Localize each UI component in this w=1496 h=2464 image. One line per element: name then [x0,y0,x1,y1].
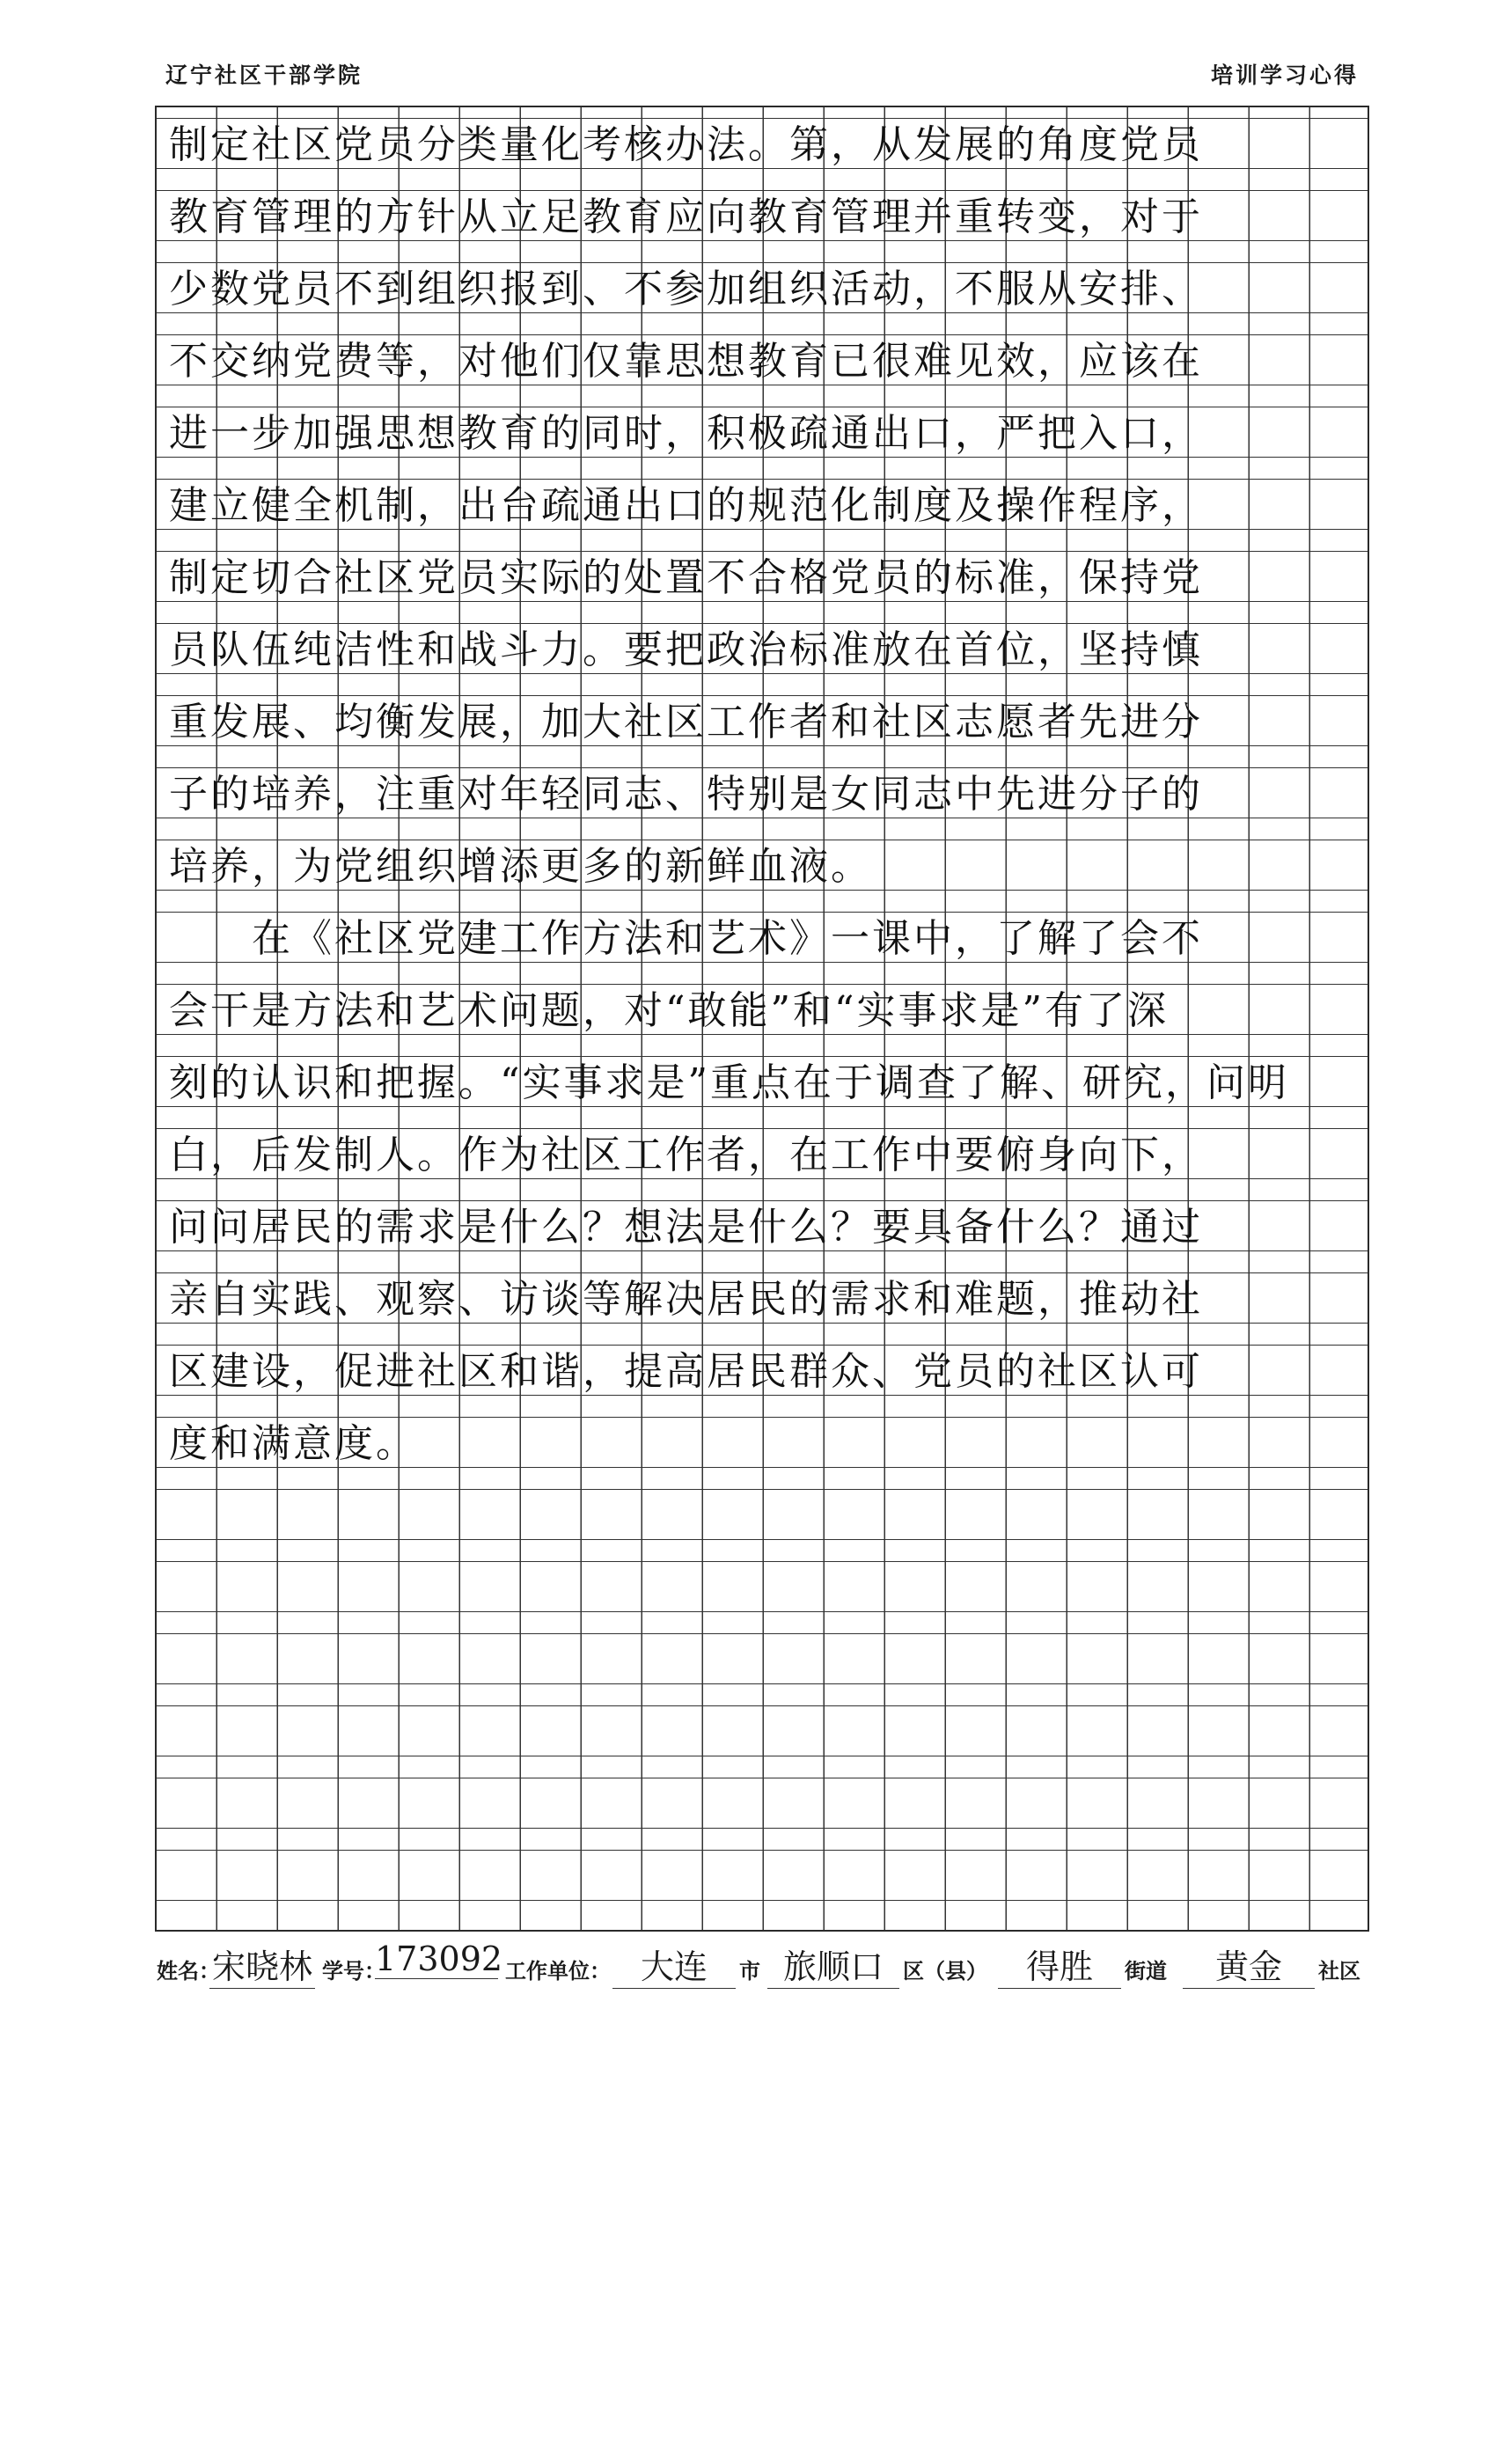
handwritten-line: 亲自实践、观察、访谈等解决居民的需求和难题，推动社 [169,1279,1203,1321]
handwritten-line: 会干是方法和艺术问题，对“敢能”和“实事求是”有了深 [169,990,1169,1032]
writing-row [157,1417,1368,1468]
writing-row [157,695,1368,746]
city-value: 大连 [612,1940,736,1989]
writing-row [157,190,1368,241]
handwritten-line: 度和满意度。 [169,1423,417,1465]
handwritten-line: 少数党员不到组织报到、不参加组织活动，不服从安排、 [169,268,1203,311]
name-label: 姓名： [157,1958,220,1984]
writing-row [157,1561,1368,1612]
work-unit-label: 工作单位： [505,1958,611,1984]
writing-row [157,1200,1368,1251]
street-value: 得胜 [998,1940,1121,1989]
writing-row [157,334,1368,385]
handwritten-line: 问问居民的需求是什么？想法是什么？要具备什么？通过 [169,1206,1203,1249]
writing-row [157,118,1368,169]
writing-row [157,1850,1368,1901]
writing-row [157,912,1368,963]
handwritten-line: 不交纳党费等，对他们仅靠思想教育已很难见效，应该在 [169,341,1203,383]
street-suffix: 街道 [1125,1958,1167,1984]
writing-row [157,551,1368,602]
handwritten-line: 制定社区党员分类量化考核办法。第，从发展的角度党员 [169,124,1203,166]
handwritten-line: 区建设，促进社区和谐，提高居民群众、党员的社区认可 [169,1351,1203,1393]
document-title: 培训学习心得 [1210,62,1359,88]
handwritten-line: 制定切合社区党员实际的处置不合格党员的标准，保持党 [169,557,1203,599]
district-value: 旅顺口 [767,1940,899,1989]
writing-row [157,840,1368,891]
writing-row [157,1056,1368,1107]
writing-row [157,1272,1368,1324]
writing-row [157,1705,1368,1756]
district-suffix: 区（县） [903,1958,987,1984]
writing-row [157,1633,1368,1684]
handwritten-line: 重发展、均衡发展，加大社区工作者和社区志愿者先进分 [169,701,1203,744]
student-id-value: 173092 [375,1940,503,1978]
handwritten-line: 教育管理的方针从立足教育应向教育管理并重转变，对于 [169,196,1203,238]
handwritten-line: 员队伍纯洁性和战斗力。要把政治标准放在首位，坚持慎 [169,629,1203,671]
writing-row [157,1345,1368,1396]
page-header [155,55,1369,90]
handwritten-line: 进一步加强思想教育的同时，积极疏通出口，严把入口， [169,413,1203,455]
writing-row [157,984,1368,1035]
handwritten-line: 刻的认识和把握。“实事求是”重点在于调查了解、研究，问明 [169,1062,1289,1104]
city-suffix: 市 [739,1958,760,1984]
writing-row [157,479,1368,530]
school-name: 辽宁社区干部学院 [165,62,363,88]
writing-row [157,1128,1368,1179]
handwritten-line: 在《社区党建工作方法和艺术》一课中，了解了会不 [169,918,1203,960]
community-value: 黄金 [1183,1940,1315,1989]
writing-row [157,1489,1368,1540]
writing-row [157,767,1368,818]
writing-grid [155,106,1369,1932]
signature-footer [155,1936,1369,1989]
writing-row [157,623,1368,674]
student-id-label: 学号： [322,1958,385,1984]
writing-row [157,407,1368,458]
name-value: 宋晓林 [209,1940,315,1989]
writing-row [157,1778,1368,1829]
community-suffix: 社区 [1318,1958,1360,1984]
writing-row [157,262,1368,313]
handwritten-line: 子的培养，注重对年轻同志、特别是女同志中先进分子的 [169,774,1203,816]
handwritten-line: 培养，为党组织增添更多的新鲜血液。 [169,846,872,888]
handwritten-line: 建立健全机制，出台疏通出口的规范化制度及操作程序， [169,485,1203,527]
handwritten-line: 白，后发制人。作为社区工作者，在工作中要俯身向下， [169,1134,1203,1177]
